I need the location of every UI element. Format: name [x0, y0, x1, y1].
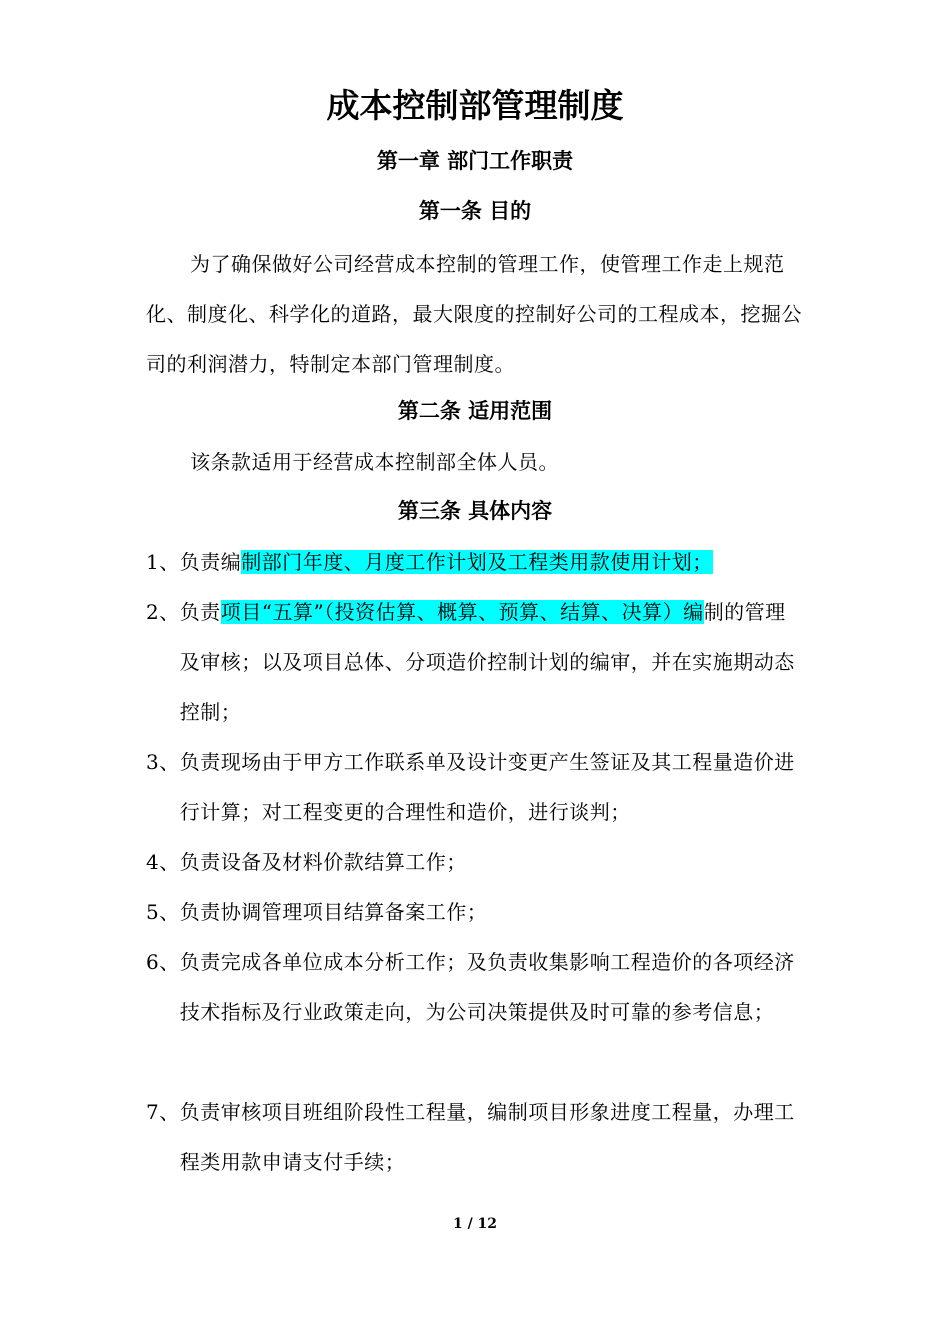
item-number: 5、 [146, 900, 180, 924]
item-number: 7、 [146, 1100, 180, 1124]
page-number: 1 / 12 [452, 1216, 498, 1232]
item-number: 4、 [146, 850, 180, 874]
item-text-rest: 制的管理及审核；以及项目总体、分项造价控制计划的编审，并在实施期动态控制； [179, 600, 795, 724]
item-text: 负责 [179, 600, 221, 624]
item-number: 2、 [146, 600, 180, 624]
item-text: 负责完成各单位成本分析工作；及负责收集影响工程造价的各项经济技术指标及行业政策走向，为公司决策提供及时可靠的参考信息； [179, 950, 795, 1024]
item-text: 负责协调管理项目结算备案工作； [179, 900, 488, 924]
item-text: 负责设备及材料价款结算工作； [179, 850, 467, 874]
list-item [146, 587, 806, 737]
item-number: 1、 [146, 550, 180, 574]
list-item [146, 737, 806, 837]
list-item [146, 1087, 806, 1187]
list-item [146, 887, 806, 937]
article1-text: 为了确保做好公司经营成本控制的管理工作，使管理工作走上规范化、制度化、科学化的道路，最大限度的控制好公司的工程成本，挖掘公司的利润潜力，特制定本部门管理制度。 [146, 252, 802, 376]
article2-text: 该条款适用于经营成本控制部全体人员。 [190, 450, 559, 474]
item-text: 负责现场由于甲方工作联系单及设计变更产生签证及其工程量造价进行计算；对工程变更的合理性和造价，进行谈判； [179, 750, 795, 824]
list-item [146, 837, 806, 887]
article1-heading: 第一条 目的 [418, 199, 532, 223]
highlighted-text: 制部门年度、月度工作计划及工程类用款使用计划； [241, 550, 713, 574]
item-text: 负责审核项目班组阶段性工程量，编制项目形象进度工程量，办理工程类用款申请支付手续； [179, 1100, 795, 1174]
article3-heading: 第三条 具体内容 [397, 499, 553, 523]
list-item [146, 937, 806, 1037]
highlighted-text: 项目“五算”（投资估算、概算、预算、结算、决算）编 [220, 600, 704, 624]
article2-heading: 第二条 适用范围 [397, 399, 553, 423]
list-item [146, 537, 806, 587]
document-title: 成本控制部管理制度 [326, 86, 624, 125]
chapter-heading: 第一章 部门工作职责 [376, 149, 574, 173]
item-number: 6、 [146, 950, 180, 974]
item-number: 3、 [146, 750, 180, 774]
item-text: 负责编 [179, 550, 242, 574]
